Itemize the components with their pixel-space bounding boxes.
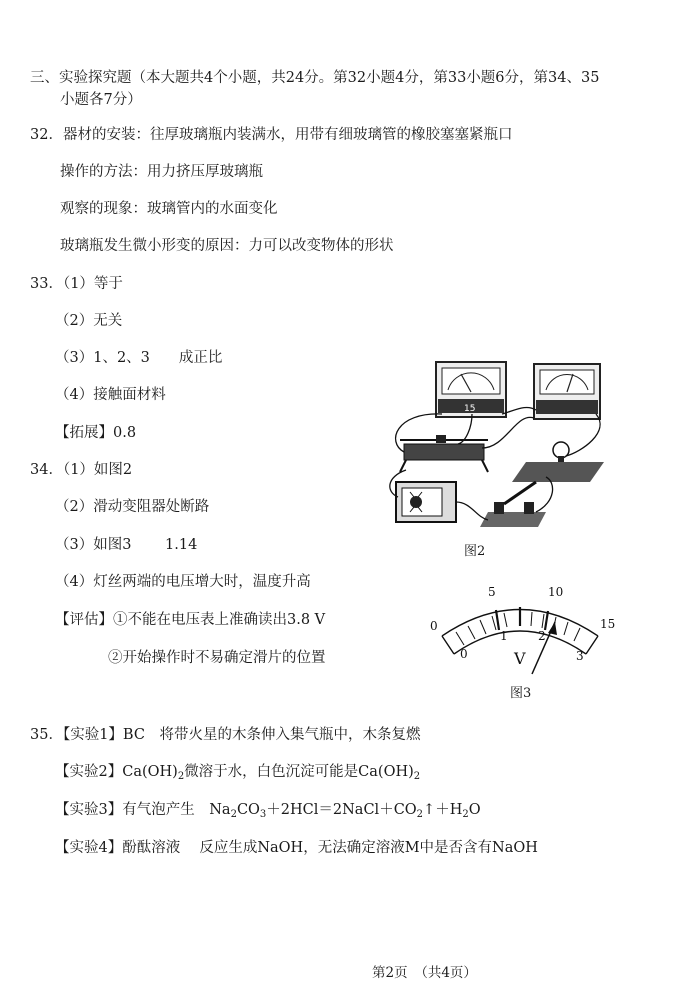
- q33-line1: 33．（1）等于: [30, 276, 123, 292]
- rheostat-icon: [400, 435, 488, 472]
- bulb-icon: [512, 442, 604, 482]
- q32-line2: 操作的方法：用力挤压厚玻璃瓶: [60, 164, 263, 180]
- figure-3-caption: 图3: [510, 686, 532, 701]
- q34-line2: （2）滑动变阻器处断路: [55, 499, 210, 515]
- q34-evaluation-1: 【评估】①不能在电压表上准确读出3.8 V: [55, 612, 326, 628]
- q32-line1: 32．器材的安装：往厚玻璃瓶内装满水，用带有细玻璃管的橡胶塞塞紧瓶口: [30, 127, 513, 143]
- battery-box-icon: [396, 482, 456, 522]
- meter-top-label: 5: [488, 585, 496, 599]
- q34-line1: 34．（1）如图2: [30, 462, 133, 478]
- section-heading: 三、实验探究题（本大题共4个小题，共24分。第32小题4分，第33小题6分，第34、35: [30, 70, 600, 86]
- q32-line3: 观察的现象：玻璃管内的水面变化: [60, 201, 278, 217]
- q35-line4: 【实验4】酚酞溶液 反应生成NaOH，无法确定溶液M中是否含有NaOH: [55, 840, 538, 856]
- q34-evaluation-2: ②开始操作时不易确定滑片的位置: [108, 650, 326, 666]
- meter-top-label: 15: [600, 617, 616, 631]
- section-heading-cont: 小题各7分）: [60, 92, 142, 108]
- q32-line4: 玻璃瓶发生微小形变的原因：力可以改变物体的形状: [60, 238, 394, 254]
- meter-bottom-label: 1: [500, 629, 508, 643]
- figure-3-meter: [420, 578, 620, 678]
- q33-extension: 【拓展】0.8: [55, 425, 137, 441]
- meter-unit: V: [514, 649, 526, 668]
- q33-line4: （4）接触面材料: [55, 387, 166, 403]
- ammeter-icon: [534, 364, 600, 419]
- q34-line4: （4）灯丝两端的电压增大时，温度升高: [55, 574, 311, 590]
- figure-2-circuit: [376, 352, 616, 542]
- page-footer: 第2页 （共4页）: [372, 965, 477, 981]
- q33-line3: （3）1、2、3 成正比: [55, 350, 223, 366]
- q35-line2: 【实验2】$Ca(OH)_2$微溶于水，白色沉淀可能是$Ca(OH)_2$: [55, 764, 421, 782]
- q34-line3: （3）如图3 1.14: [55, 537, 198, 553]
- meter-top-label: 10: [548, 585, 564, 599]
- q35-line1: 35．【实验1】BC 将带火星的木条伸入集气瓶中，木条复燃: [30, 727, 421, 743]
- switch-icon: [480, 482, 546, 527]
- q35-line3: 【实验3】有气泡产生 $Na_2CO_3+2HCl=2NaCl+CO_2↑+H_2O$: [55, 802, 481, 820]
- meter-bottom-label: 3: [576, 649, 584, 663]
- q33-line2: （2）无关: [55, 313, 123, 329]
- voltmeter-icon: [436, 362, 506, 417]
- meter-top-label: 0: [430, 619, 438, 633]
- ammeter-scale-label: 15: [464, 404, 476, 414]
- figure-2-caption: 图2: [464, 544, 486, 559]
- meter-bottom-label: 0: [460, 647, 468, 661]
- meter-bottom-label: 2: [538, 629, 546, 643]
